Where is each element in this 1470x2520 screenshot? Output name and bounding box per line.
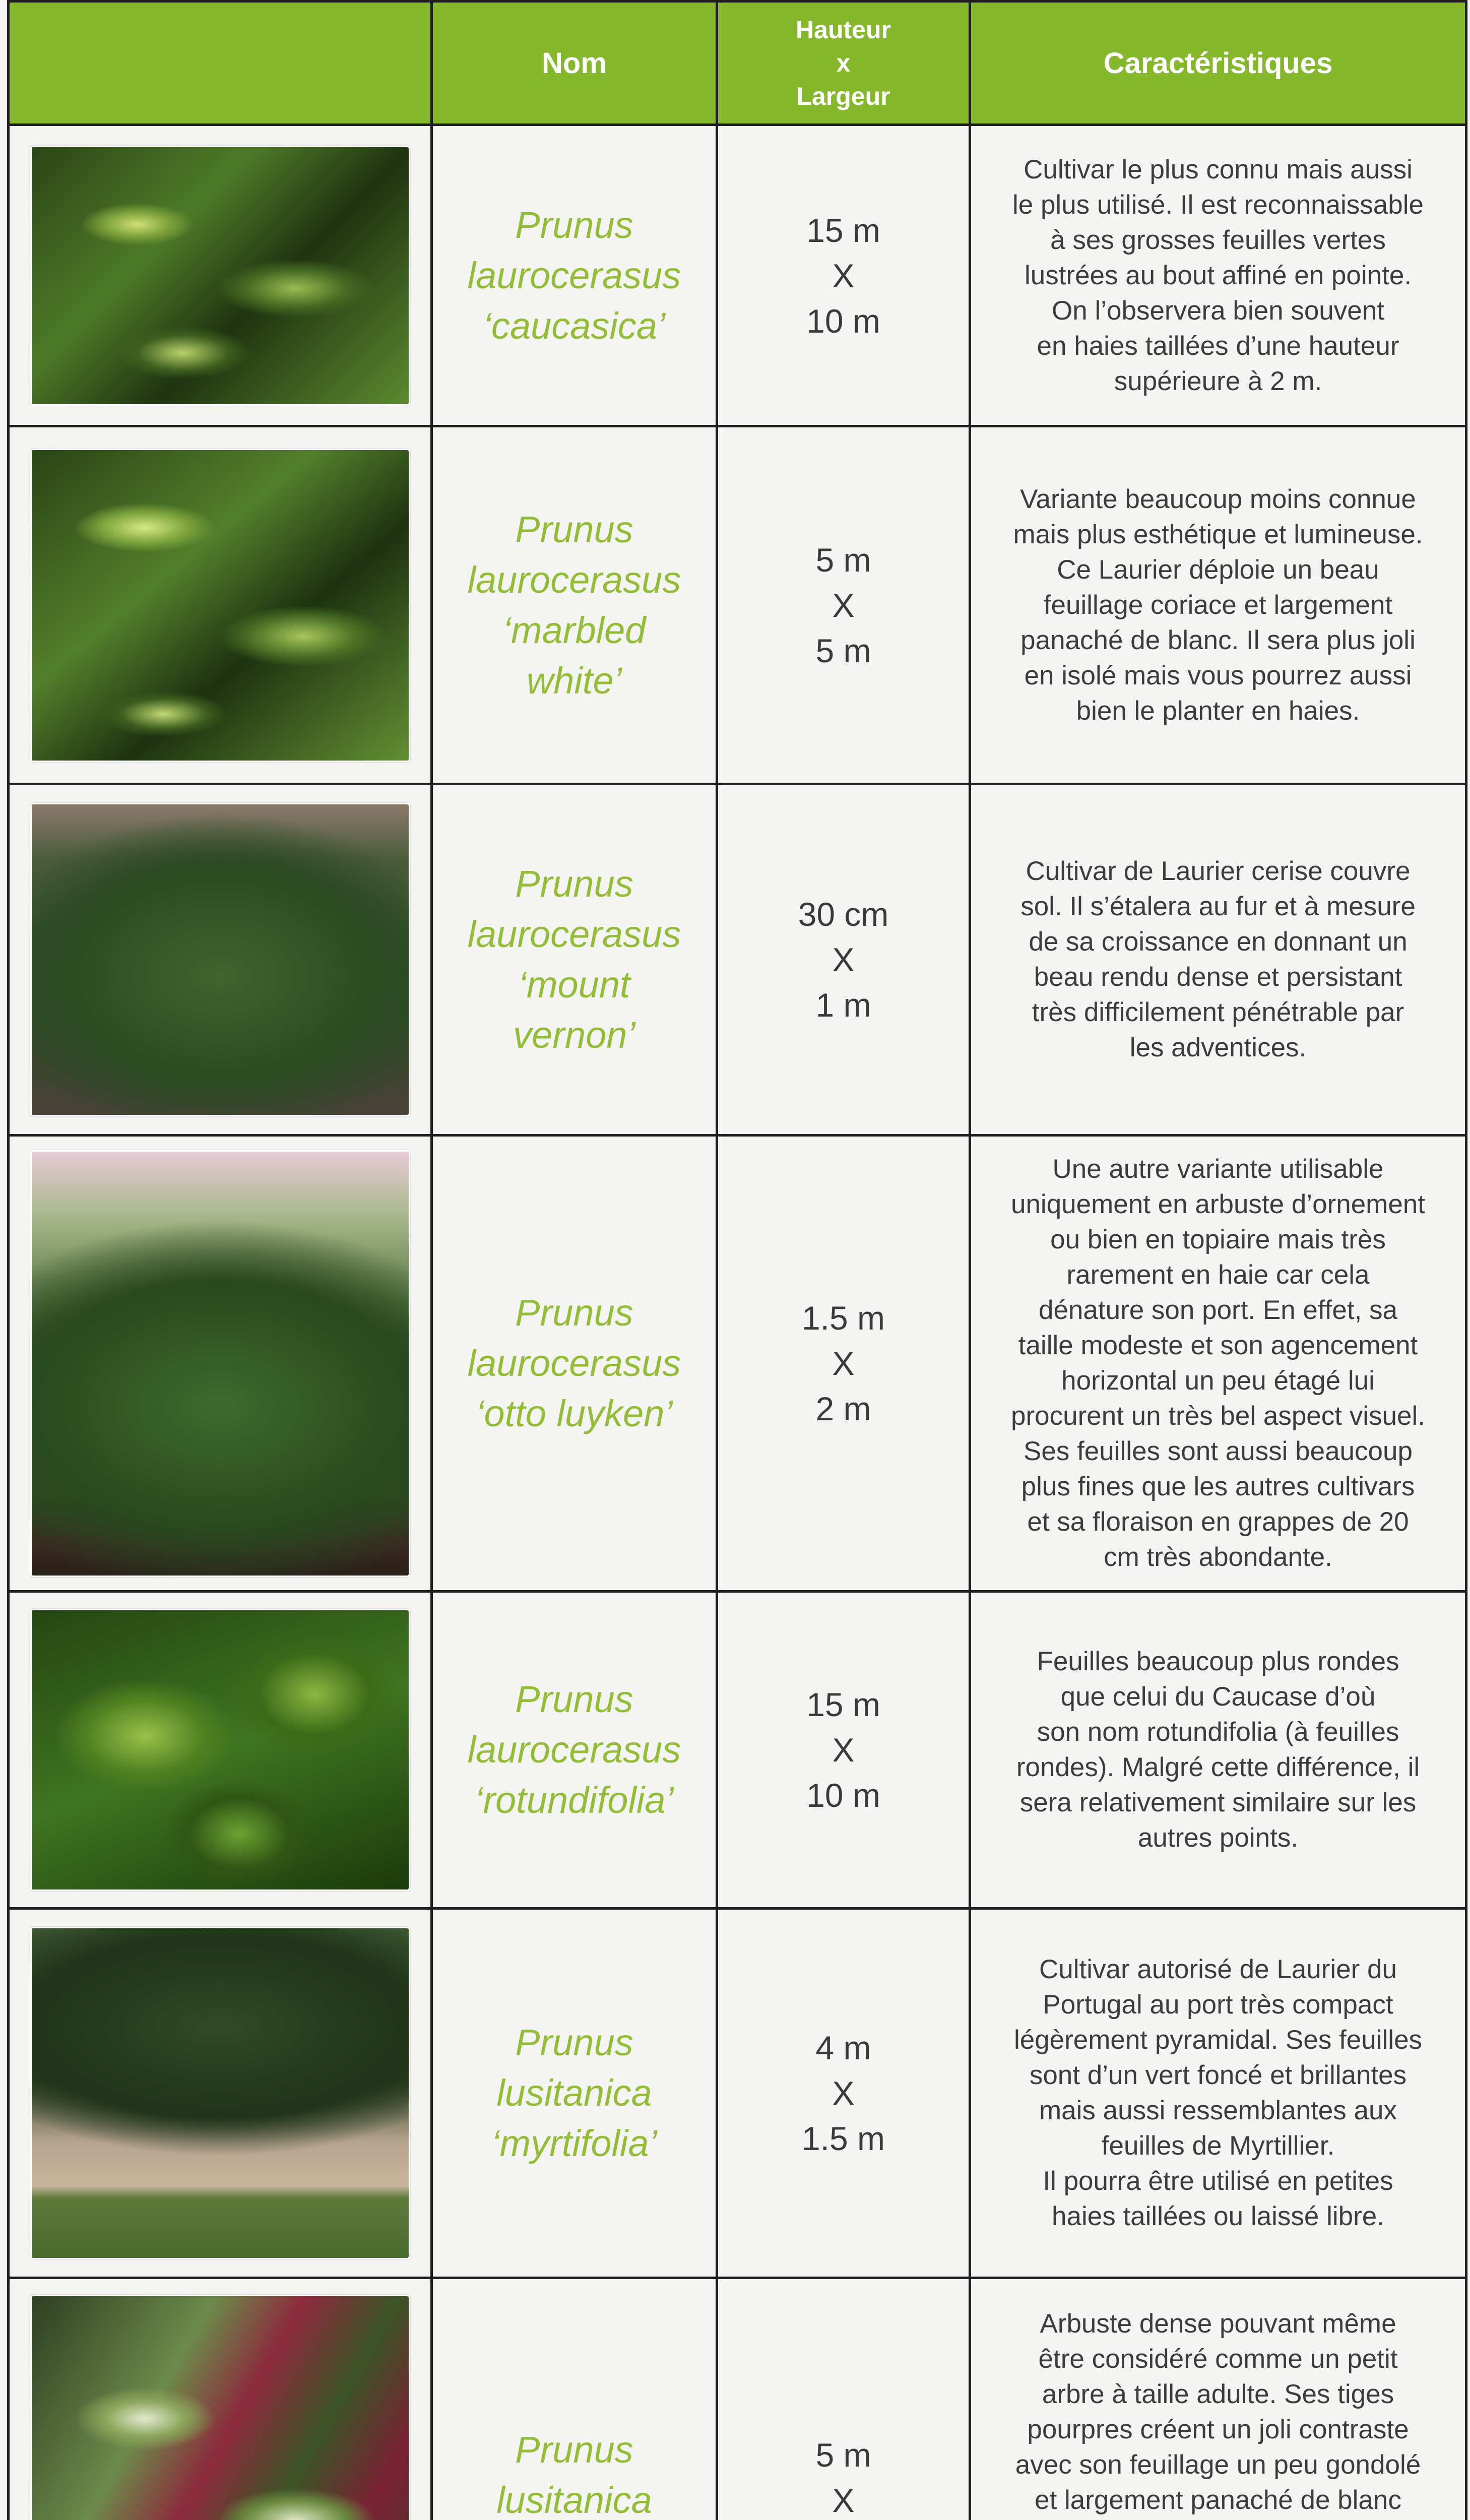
description-line: beau rendu dense et persistant [1034, 962, 1402, 992]
size-separator: X [832, 1345, 855, 1382]
plant-name-line: laurocerasus [467, 913, 681, 955]
table-header-row [9, 2, 1466, 125]
description-line: feuilles de Myrtillier. [1101, 2131, 1335, 2161]
description-line: dénature son port. En effet, sa [1038, 1295, 1398, 1325]
size-width: 2 m [815, 1390, 871, 1427]
laurier-otto-luyken-photo [30, 1150, 410, 1577]
description-line: et sa floraison en grappes de 20 [1027, 1507, 1409, 1537]
description-cell [970, 426, 1466, 784]
description-cell [970, 1136, 1466, 1592]
size-height: 5 m [815, 541, 871, 579]
description-line: mais aussi ressemblantes aux [1039, 2096, 1397, 2125]
description-line: très difficilement pénétrable par [1032, 997, 1404, 1027]
photo-cell [9, 1592, 432, 1909]
plant-name-line: Prunus [515, 204, 633, 246]
laurier-variegata-photo [30, 2295, 410, 2520]
description-line: rondes). Malgré cette différence, il [1016, 1752, 1420, 1782]
description-line: sera relativement similaire sur les [1019, 1788, 1417, 1817]
header-corner [9, 2, 432, 125]
plant-name-line: lusitanica [496, 2072, 652, 2114]
description-line [985, 2518, 1451, 2520]
table-row [9, 784, 1466, 1136]
size-height: 1.5 m [801, 1299, 885, 1337]
size-separator: X [832, 586, 855, 624]
plant-name-cell [432, 784, 717, 1136]
plant-name-line: lusitanica [496, 2479, 652, 2520]
size-separator: X [832, 257, 855, 294]
description-cell [970, 784, 1466, 1136]
description-line: Une autre variante utilisable [1052, 1154, 1384, 1184]
plant-name-line: Prunus [515, 863, 633, 905]
header-characteristics: Caractéristiques [970, 2, 1466, 125]
table-row [9, 1909, 1466, 2278]
plant-name-line: ‘mount [518, 964, 630, 1005]
size-height: 15 m [806, 1686, 880, 1723]
description-line: ou bien en topiaire mais très [1050, 1225, 1386, 1254]
description-cell [970, 125, 1466, 426]
laurier-comparison-table [7, 0, 1467, 2520]
size-height: 4 m [815, 2029, 871, 2066]
size-cell [717, 1136, 970, 1592]
size-cell [717, 1592, 970, 1909]
description-line: taille modeste et son agencement [1018, 1331, 1418, 1360]
description-line: mais plus esthétique et lumineuse. [1013, 519, 1423, 549]
description-line: feuillage coriace et largement [1043, 590, 1393, 620]
plant-name-line: Prunus [515, 1292, 633, 1334]
size-width: 1 m [815, 986, 871, 1024]
size-separator: X [832, 941, 855, 978]
description-line: panaché de blanc. Il sera plus joli [1020, 625, 1416, 655]
plant-name-cell [432, 1592, 717, 1909]
laurier-mount-vernon-photo [30, 803, 410, 1116]
description-line: On l’observera bien souvent [1052, 295, 1384, 326]
photo-cell [9, 2278, 432, 2520]
plant-name-line: Prunus [515, 1678, 633, 1720]
header-size [717, 2, 970, 125]
description-line: Cultivar autorisé de Laurier du [1039, 1955, 1397, 1984]
size-width: 10 m [806, 302, 880, 340]
description-line: horizontal un peu étagé lui [1061, 1366, 1375, 1396]
laurier-caucasica-photo [30, 146, 410, 406]
description-line: Arbuste dense pouvant même [1040, 2309, 1396, 2339]
plant-name-line: laurocerasus [467, 558, 681, 601]
table-row [9, 1136, 1466, 1592]
laurier-marbled-white-photo [30, 449, 410, 762]
size-cell [717, 426, 970, 784]
header-size-line: Largeur [796, 82, 890, 110]
plant-name-line: Prunus [515, 2429, 633, 2471]
table-row [9, 426, 1466, 784]
size-cell [717, 1909, 970, 2278]
description-line: rarement en haie car cela [1066, 1260, 1370, 1290]
description-line: plus fines que les autres cultivars [1021, 1472, 1415, 1501]
plant-name-line: ‘rotundifolia’ [475, 1779, 674, 1821]
plant-name-line: Prunus [515, 2022, 633, 2063]
size-separator: X [832, 1731, 855, 1769]
description-line: en haies taillées d’une hauteur [1037, 331, 1399, 361]
size-cell [717, 2278, 970, 2520]
header-name: Nom [432, 2, 717, 125]
description-line: Il pourra être utilisé en petites [1043, 2166, 1393, 2196]
description-line: sont d’un vert foncé et brillantes [1029, 2060, 1407, 2090]
size-width: 5 m [815, 632, 871, 669]
description-line: haies taillées ou laissé libre. [1052, 2201, 1384, 2231]
plant-name-line: vernon’ [513, 1014, 635, 1056]
plant-name-line: ‘myrtifolia’ [491, 2122, 657, 2164]
plant-name-line: ‘marbled [502, 609, 646, 651]
size-width: 10 m [806, 1777, 880, 1814]
description-line: être considéré comme un petit [1038, 2344, 1398, 2374]
description-line: avec son feuillage un peu gondolé [1015, 2450, 1421, 2480]
description-line: en isolé mais vous pourrez aussi [1024, 660, 1412, 690]
description-line: Cultivar le plus connu mais aussi [1024, 154, 1413, 184]
size-height: 5 m [815, 2436, 871, 2474]
size-separator: X [832, 2074, 855, 2112]
description-line: lustrées au bout affiné en pointe. [1024, 260, 1412, 290]
table-row [9, 1592, 1466, 1909]
description-line: bien le planter en haies. [1076, 696, 1360, 726]
table-row [9, 2278, 1466, 2520]
laurier-myrtifolia-photo [30, 1927, 410, 2259]
photo-cell [9, 1909, 432, 2278]
description-line: les adventices. [1129, 1033, 1307, 1062]
description-cell [970, 1909, 1466, 2278]
size-height: 30 cm [798, 896, 889, 933]
header-size-line: Hauteur [796, 16, 891, 44]
description-line: pourpres créent un joli contraste [1027, 2415, 1409, 2444]
description-cell [970, 1592, 1466, 1909]
header-size-line: x [836, 49, 851, 77]
description-line: légèrement pyramidal. Ses feuilles [1013, 2025, 1423, 2055]
size-height: 15 m [806, 211, 880, 249]
plant-name-cell [432, 426, 717, 784]
plant-name-line: laurocerasus [467, 1729, 681, 1771]
description-line: autres points. [1137, 1823, 1299, 1853]
description-line: procurent un très bel aspect visuel. [1011, 1401, 1425, 1431]
description-line: que celui du Caucase d’où [1060, 1682, 1376, 1712]
plant-name-cell [432, 125, 717, 426]
description-line: Cultivar de Laurier cerise couvre [1026, 856, 1411, 886]
description-line: sol. Il s’étalera au fur et à mesure [1020, 892, 1416, 921]
plant-name-cell [432, 1909, 717, 2278]
photo-cell [9, 426, 432, 784]
plant-name-line: ‘caucasica’ [483, 304, 666, 347]
description-line: Variante beaucoup moins connue [1020, 484, 1416, 514]
plant-name-line: white’ [526, 659, 622, 702]
description-line: arbre à taille adulte. Ses tiges [1042, 2379, 1394, 2409]
laurier-rotundifolia-photo [30, 1609, 410, 1891]
plant-name-line: ‘otto luyken’ [476, 1393, 673, 1434]
description-line: le plus utilisé. Il est reconnaissable [1012, 190, 1424, 220]
description-line: uniquement en arbuste d’ornement [1010, 1189, 1426, 1219]
description-line: Feuilles beaucoup plus rondes [1037, 1647, 1399, 1676]
plant-name-line: Prunus [515, 508, 633, 550]
photo-cell [9, 125, 432, 426]
description-line: cm très abondante. [1104, 1542, 1332, 1572]
description-line: Ses feuilles sont aussi beaucoup [1024, 1436, 1413, 1466]
photo-cell [9, 1136, 432, 1592]
photo-cell [9, 784, 432, 1136]
plant-name-cell [432, 2278, 717, 2520]
description-line: de sa croissance en donnant un [1029, 927, 1408, 957]
description-line: à ses grosses feuilles vertes [1050, 225, 1386, 255]
size-cell [717, 784, 970, 1136]
size-separator: X [832, 2482, 855, 2519]
description-line: Ce Laurier déploie un beau [1057, 554, 1379, 585]
table-row [9, 125, 1466, 426]
plant-name-cell [432, 1136, 717, 1592]
size-cell [717, 125, 970, 426]
plant-name-line: laurocerasus [467, 1342, 681, 1384]
size-width: 1.5 m [801, 2120, 885, 2157]
description-line: son nom rotundifolia (à feuilles [1037, 1717, 1399, 1747]
description-cell [970, 2278, 1466, 2520]
description-line: Portugal au port très compact [1043, 1990, 1393, 2020]
description-line: supérieure à 2 m. [1114, 366, 1322, 396]
description-line: et largement panaché de blanc [1035, 2485, 1401, 2515]
plant-name-line: laurocerasus [467, 254, 681, 296]
